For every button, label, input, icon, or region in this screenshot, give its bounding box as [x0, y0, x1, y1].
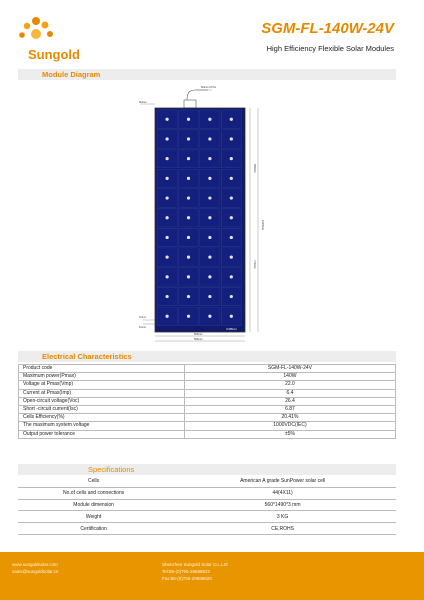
row-value: 44(4X11)	[169, 487, 396, 499]
cell-center-mark	[208, 216, 211, 219]
cell-center-mark	[166, 236, 169, 239]
page-subtitle: High Efficiency Flexible Solar Modules	[266, 44, 394, 53]
row-value: ±5%	[184, 430, 395, 438]
row-label: Certification	[18, 523, 169, 535]
row-label: The maximum system voltage	[19, 422, 185, 430]
cell-center-mark	[208, 275, 211, 278]
module-diagram-title: Module Diagram	[42, 70, 101, 79]
module-diagram-header	[18, 69, 396, 80]
cell-center-mark	[166, 177, 169, 180]
dim-left-gap-b: 11mm	[139, 326, 147, 329]
cable	[187, 90, 208, 100]
brand-name: Sungold	[28, 47, 80, 62]
row-label: Cells Efficiency(%)	[19, 414, 185, 422]
cell-center-mark	[187, 275, 190, 278]
footer-email[interactable]: sales@sungoldsolar.cn	[12, 569, 59, 574]
dim-corner: 3×Φ8mm	[226, 328, 237, 331]
cell-center-mark	[166, 275, 169, 278]
table-row	[19, 422, 396, 430]
cell-center-mark	[166, 157, 169, 160]
specifications-header	[18, 464, 396, 475]
cell-center-mark	[230, 157, 233, 160]
dim-top-cable: Φ4mm×0.5m	[201, 86, 217, 89]
table-row	[19, 365, 396, 373]
cell-center-mark	[187, 118, 190, 121]
cell-center-mark	[187, 137, 190, 140]
row-label: Output power tolerance	[19, 430, 185, 438]
specifications-table	[18, 476, 396, 535]
dim-lower-height: 772mm	[253, 260, 256, 269]
footer-tel: Tel:86-(0)755-29688622	[162, 569, 211, 574]
cell-center-mark	[230, 275, 233, 278]
cell-center-mark	[230, 256, 233, 259]
row-label: Module dimension	[18, 499, 169, 511]
cell-center-mark	[208, 177, 211, 180]
cell-center-mark	[187, 315, 190, 318]
table-row	[19, 430, 396, 438]
footer-fax: Fax:86-(0)755-29688620	[162, 576, 212, 581]
row-label: Cells	[18, 476, 169, 487]
cell-center-mark	[230, 315, 233, 318]
cell-center-mark	[230, 177, 233, 180]
cell-center-mark	[187, 196, 190, 199]
cell-center-mark	[208, 118, 211, 121]
row-label: Product code	[19, 365, 185, 373]
cell-center-mark	[187, 216, 190, 219]
row-value: 560*1490*3 mm	[169, 499, 396, 511]
row-label: Current at Pmax(Imp)	[19, 389, 185, 397]
table-row	[19, 405, 396, 413]
row-label: Open-circuit voltage(Voc)	[19, 397, 185, 405]
cell-center-mark	[208, 236, 211, 239]
footer	[0, 552, 424, 600]
row-value: CE,ROHS	[169, 523, 396, 535]
row-value: 6.4	[184, 389, 395, 397]
row-value: SGM-FL-140W-24V	[184, 365, 395, 373]
cell-center-mark	[230, 196, 233, 199]
cell-center-mark	[208, 295, 211, 298]
row-value: 140W	[184, 373, 395, 381]
row-value: 26.4	[184, 397, 395, 405]
row-value: 20.41%	[184, 414, 395, 422]
electrical-header	[18, 351, 396, 362]
row-label: Weight	[18, 511, 169, 523]
cell-center-mark	[187, 256, 190, 259]
model-title: SGM-FL-140W-24V	[261, 20, 394, 37]
table-row	[18, 487, 396, 499]
cell-center-mark	[187, 295, 190, 298]
electrical-title: Electrical Characteristics	[42, 352, 132, 361]
cell-center-mark	[166, 216, 169, 219]
dim-left-gap: 11mm	[139, 316, 147, 319]
dim-side-tab: Φ4mm	[139, 101, 147, 104]
cell-center-mark	[166, 315, 169, 318]
cell-center-mark	[230, 137, 233, 140]
sungold-logo-icon	[14, 14, 58, 50]
table-row	[19, 381, 396, 389]
electrical-table	[18, 364, 396, 439]
footer-company: Shenzhen Sungold Solar Co.,Ltd	[162, 562, 228, 567]
cell-center-mark	[208, 157, 211, 160]
table-row	[18, 523, 396, 535]
specifications-title: Specifications	[88, 465, 135, 474]
dim-inner-height: 980mm	[253, 164, 256, 173]
row-value: 3 KG	[169, 511, 396, 523]
cell-center-mark	[166, 118, 169, 121]
cell-center-mark	[187, 236, 190, 239]
cell-center-mark	[166, 295, 169, 298]
table-row	[19, 414, 396, 422]
row-value: 6.87	[184, 405, 395, 413]
cell-center-mark	[230, 295, 233, 298]
footer-website[interactable]: www.sungoldsolar.com	[12, 562, 58, 567]
table-row	[19, 397, 396, 405]
cell-center-mark	[230, 236, 233, 239]
cell-center-mark	[208, 137, 211, 140]
module-diagram	[138, 84, 268, 348]
row-value: 22.0	[184, 381, 395, 389]
row-label: Short -circuit current(Isc)	[19, 405, 185, 413]
table-row	[18, 476, 396, 487]
table-row	[18, 499, 396, 511]
cell-center-mark	[208, 315, 211, 318]
cell-center-mark	[230, 216, 233, 219]
row-value: 1000VDC(IEC)	[184, 422, 395, 430]
dim-width-a: 560mm	[194, 333, 203, 336]
junction-box	[184, 100, 196, 108]
table-row	[18, 511, 396, 523]
cell-center-mark	[208, 256, 211, 259]
dim-width-b: 560mm	[194, 338, 203, 341]
row-label: No.of cells and connections	[18, 487, 169, 499]
cell-center-mark	[166, 256, 169, 259]
cell-center-mark	[230, 118, 233, 121]
table-row	[19, 373, 396, 381]
cell-center-mark	[166, 137, 169, 140]
dim-height: 1020mm	[261, 220, 264, 231]
row-label: Voltage at Pmax(Vmp)	[19, 381, 185, 389]
row-label: Maximum power(Pmax)	[19, 373, 185, 381]
cell-center-mark	[187, 157, 190, 160]
cell-center-mark	[166, 196, 169, 199]
cell-center-mark	[187, 177, 190, 180]
cell-center-mark	[208, 196, 211, 199]
table-row	[19, 389, 396, 397]
row-value: American A grade SunPower solar cell	[169, 476, 396, 487]
